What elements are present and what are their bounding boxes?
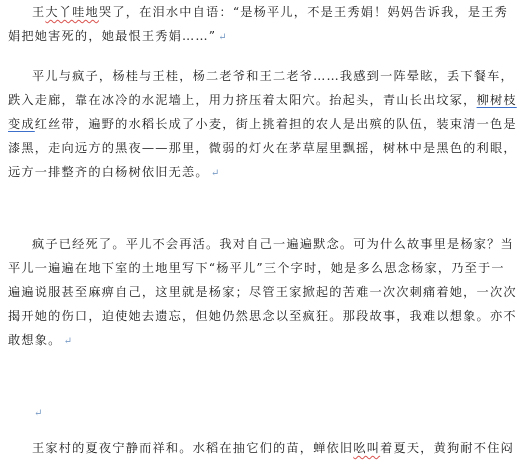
paragraph-empty (8, 400, 496, 424)
text-run-spellcheck: 大丫哇地 (45, 5, 99, 19)
text-run: 敢想象。 (8, 333, 62, 347)
text-line (8, 436, 514, 460)
text-line (8, 112, 517, 136)
text-run-grammar: 变成 (8, 117, 35, 131)
text-run: 跌入走廊，靠在冰冷的水泥墙上，用力挤压着太阳穴。抬起头，青山长出坟冢， (8, 93, 477, 107)
text-run: 王家村的夏夜宁静而祥和。水稻在抽它们的苗，蝉依旧 (32, 441, 354, 455)
paragraph-mark-icon: ↵ (63, 336, 72, 347)
text-line (8, 24, 496, 48)
text-line (8, 160, 496, 184)
text-run: 王 (32, 5, 46, 19)
text-line (8, 232, 514, 256)
text-line (8, 256, 505, 280)
text-run: 平儿与疯子，杨桂与王桂，杨二老爷和王二老爷……我感到一阵晕眩，丢下餐车， (32, 69, 514, 83)
text-line (8, 0, 509, 24)
text-line (8, 328, 496, 352)
text-run: 远方一排整齐的白杨树依旧无恙。 (8, 165, 209, 179)
text-run: 平儿一遍遍在地下室的土地里写下“杨平儿”三个字时，她是多么思念杨家，乃至于一 (8, 261, 505, 275)
text-run: 遍遍说服甚至麻痹自己，这里就是杨家；尽管王家掀起的苦难一次次刺痛着她，一次次 (8, 285, 517, 299)
text-line (8, 136, 517, 160)
paragraph-mark-icon: ↵ (210, 168, 220, 179)
text-run: 疯子已经死了。平儿不会再活。我对自己一遍遍默念。可为什么故事里是杨家？当 (32, 237, 514, 251)
text-run: 红丝带，遍野的水稻长成了小麦，街上挑着担的农人是出殡的队伍，装束清一色是 (34, 117, 517, 131)
paragraph-1 (8, 0, 509, 48)
text-run: 哭了，在泪水中自语：“是杨平儿，不是王秀娟！妈妈告诉我，是王秀 (98, 5, 509, 19)
text-line (8, 280, 517, 304)
text-run: 漆黑，走向远方的黑夜——那里，微弱的灯火在茅草屋里飘摇，树林中是黑色的利眼， (8, 141, 517, 155)
text-line (8, 304, 517, 328)
paragraph-5 (8, 436, 514, 460)
text-line (8, 400, 496, 424)
text-line (8, 64, 514, 88)
paragraph-2 (8, 64, 517, 184)
text-run-grammar: 柳树枝 (476, 93, 517, 107)
paragraph-3 (8, 232, 517, 352)
text-run: 揭开她的伤口，迫使她去遗忘，但她仍然思念以至疯狂。那段故事，我难以想象。亦不 (8, 309, 517, 323)
text-run-spellcheck: 吆叫 (353, 441, 381, 455)
paragraph-mark-icon: ↵ (218, 32, 227, 43)
paragraph-mark-icon: ↵ (34, 408, 43, 419)
text-run: 娟把她害死的，她最恨王秀娟……” (8, 29, 217, 43)
text-run: 着夏天，黄狗耐不住闷 (380, 441, 514, 455)
text-line (8, 88, 517, 112)
